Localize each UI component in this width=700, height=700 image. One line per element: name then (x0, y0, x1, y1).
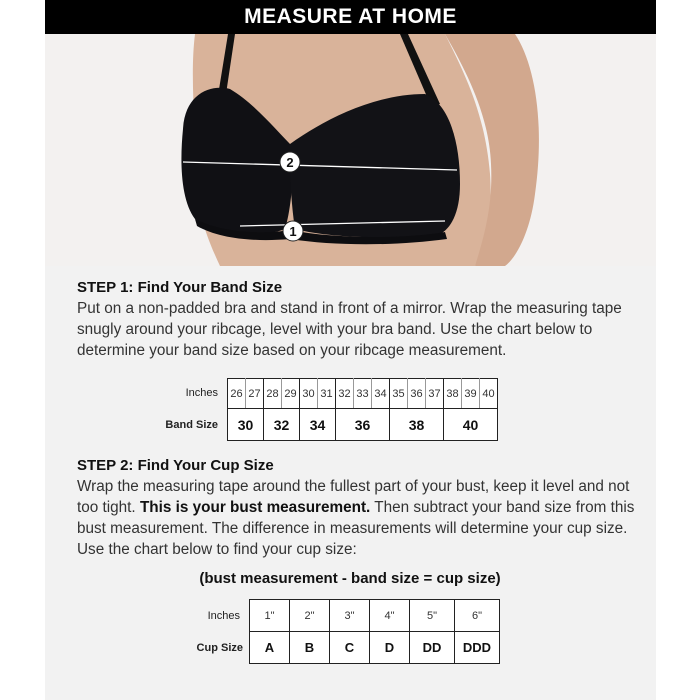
band-size-cell: 40 (444, 409, 498, 441)
band-inch-cell: 32 (336, 379, 354, 409)
band-size-table (227, 378, 498, 441)
band-inch-cell: 30 (300, 379, 318, 409)
cup-inch-cell: 6" (455, 600, 500, 632)
band-inch-cell: 28 (264, 379, 282, 409)
marker-1: 1 (289, 224, 297, 239)
band-inch-cell: 26 (228, 379, 246, 409)
header-banner (45, 0, 656, 34)
band-inch-cell: 39 (462, 379, 480, 409)
band-inch-cell: 31 (318, 379, 336, 409)
band-inch-cell: 37 (426, 379, 444, 409)
band-inch-cell: 27 (246, 379, 264, 409)
marker-2: 2 (286, 155, 294, 170)
product-photo (45, 34, 656, 266)
cup-size-cell: DD (410, 632, 455, 664)
cup-inch-cell: 3" (330, 600, 370, 632)
cup-size-cell: C (330, 632, 370, 664)
cup-size-table (249, 599, 500, 664)
step2-title: STEP 2: Find Your Cup Size (77, 457, 274, 474)
step2-body-text-1: Wrap the measuring tape around the fullest part of your bust, keep it level and not too tight. (77, 478, 630, 516)
cup-inch-cell: 1" (250, 600, 290, 632)
cup-inch-cell: 5" (410, 600, 455, 632)
step2-body-text-2: Then subtract your band size from this bust measurement. The difference in measurements will determine your cup size. Use the chart below to find your cup size: (77, 499, 635, 558)
cup-inch-cell: 4" (370, 600, 410, 632)
band-inch-cell: 35 (390, 379, 408, 409)
band-size-cell: 38 (390, 409, 444, 441)
band-row-label-inches: Inches (185, 387, 218, 399)
band-inch-cell: 29 (282, 379, 300, 409)
cup-size-cell: DDD (455, 632, 500, 664)
band-size-cell: 30 (228, 409, 264, 441)
cup-size-cell: D (370, 632, 410, 664)
cup-row-label-inches: Inches (207, 610, 240, 622)
cup-size-cell: A (250, 632, 290, 664)
cup-formula: (bust measurement - band size = cup size) (199, 570, 501, 587)
step1-title: STEP 1: Find Your Band Size (77, 279, 283, 296)
cup-inch-cell: 2" (290, 600, 330, 632)
step2-body-bold: This is your bust measurement. (139, 499, 371, 516)
band-inch-cell: 40 (480, 379, 498, 409)
band-size-cell: 36 (336, 409, 390, 441)
bra-photo-illustration (45, 34, 656, 266)
header-title: MEASURE AT HOME (244, 5, 457, 28)
band-row-label-size: Band Size (165, 419, 218, 431)
step2-body (77, 476, 637, 560)
band-inch-cell: 38 (444, 379, 462, 409)
cup-row-label-size: Cup Size (196, 642, 243, 654)
cup-size-cell: B (290, 632, 330, 664)
band-inch-cell: 33 (354, 379, 372, 409)
band-size-cell: 34 (300, 409, 336, 441)
band-inch-cell: 36 (408, 379, 426, 409)
band-size-cell: 32 (264, 409, 300, 441)
step1-body: Put on a non-padded bra and stand in front of a mirror. Wrap the measuring tape snugly around your ribcage, level with your bra band. Use the chart below to determine your band size based on your ribcage measurement. (77, 300, 622, 359)
band-inch-cell: 34 (372, 379, 390, 409)
